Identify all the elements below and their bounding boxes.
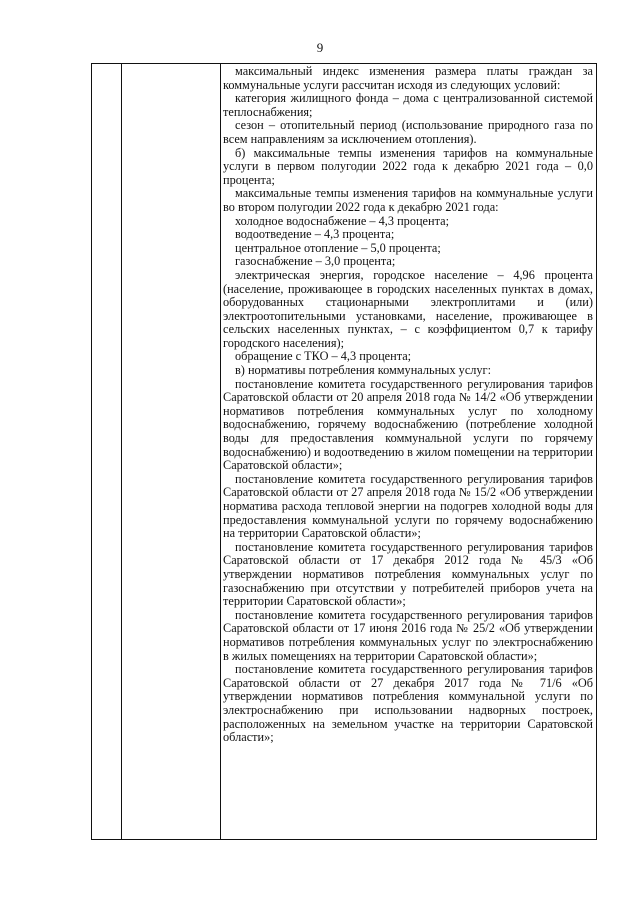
paragraph-season: сезон – отопительный период (использование природного газа по всем направлениям за исключением отопления). — [223, 118, 593, 146]
paragraph-resolution-71-6: постановление комитета государственного регулирования тарифов Саратовской области от 27 декабря 2017 года № 71/6 «Об утверждении нормативов потребления коммунальной услуги по электроснабжению при использовании надворных построек, расположенных на земельном участке на территории Саратовской области»; — [223, 662, 593, 745]
column-divider-2 — [220, 64, 221, 839]
paragraph-index-conditions: максимальный индекс изменения размера платы граждан за коммунальные услуги рассчитан исходя из следующих условий: — [223, 64, 593, 92]
paragraph-electricity: электрическая энергия, городское население – 4,96 процента (население, проживающее в городских населенных пунктах в домах, оборудованных стационарными электроплитами и (или) электроотопительными установками, население, проживающее в сельских населенных пунктах, – с коэффициентом 0,7 к тарифу городского населения); — [223, 267, 593, 350]
paragraph-cold-water: холодное водоснабжение – 4,3 процента; — [235, 213, 449, 228]
text-cell — [223, 65, 593, 745]
paragraph-second-half-rates: максимальные темпы изменения тарифов на коммунальные услуги во втором полугодии 2022 года к декабрю 2021 года: — [223, 186, 593, 214]
paragraph-consumption-norms: в) нормативы потребления коммунальных услуг: — [235, 363, 492, 378]
paragraph-resolution-25-2: постановление комитета государственного регулирования тарифов Саратовской области от 17 июня 2016 года № 25/2 «Об утверждении нормативов потребления коммунальных услуг по электроснабжению в жилых помещениях на территории Саратовской области»; — [223, 607, 593, 663]
document-table — [91, 63, 597, 840]
column-divider-1 — [121, 64, 122, 839]
paragraph-housing-category: категория жилищного фонда – дома с централизованной системой теплоснабжения; — [223, 91, 593, 119]
paragraph-resolution-45-3: постановление комитета государственного регулирования тарифов Саратовской области от 17 декабря 2012 года № 45/3 «Об утверждении нормативов потребления коммунальных услуг по газоснабжению при отсутствии у потребителей приборов учета на территории Саратовской области»; — [223, 539, 593, 609]
paragraph-resolution-15-2: постановление комитета государственного регулирования тарифов Саратовской области от 27 апреля 2018 года № 15/2 «Об утверждении норматива расхода тепловой энергии на подогрев холодной воды для предоставления коммунальной услуги по горячему водоснабжению на территории Саратовской области»; — [223, 471, 593, 541]
page-number: 9 — [316, 40, 324, 55]
paragraph-first-half-rates: б) максимальные темпы изменения тарифов на коммунальные услуги в первом полугодии 2022 года к декабрю 2021 года – 0,0 процента; — [223, 145, 593, 187]
paragraph-sewerage: водоотведение – 4,3 процента; — [235, 227, 395, 242]
paragraph-resolution-14-2: постановление комитета государственного регулирования тарифов Саратовской области от 20 апреля 2018 года № 14/2 «Об утверждении нормативов потребления коммунальных услуг по холодному водоснабжению, горячему водоснабжению (потребление холодной воды для предоставления коммунальной услуги по горячему водоснабжению) и водоотведению в жилом помещении на территории Саратовской области»; — [223, 376, 593, 473]
paragraph-waste: обращение с ТКО – 4,3 процента; — [235, 349, 412, 364]
paragraph-heating: центральное отопление – 5,0 процента; — [235, 240, 441, 255]
paragraph-gas: газоснабжение – 3,0 процента; — [235, 254, 396, 269]
